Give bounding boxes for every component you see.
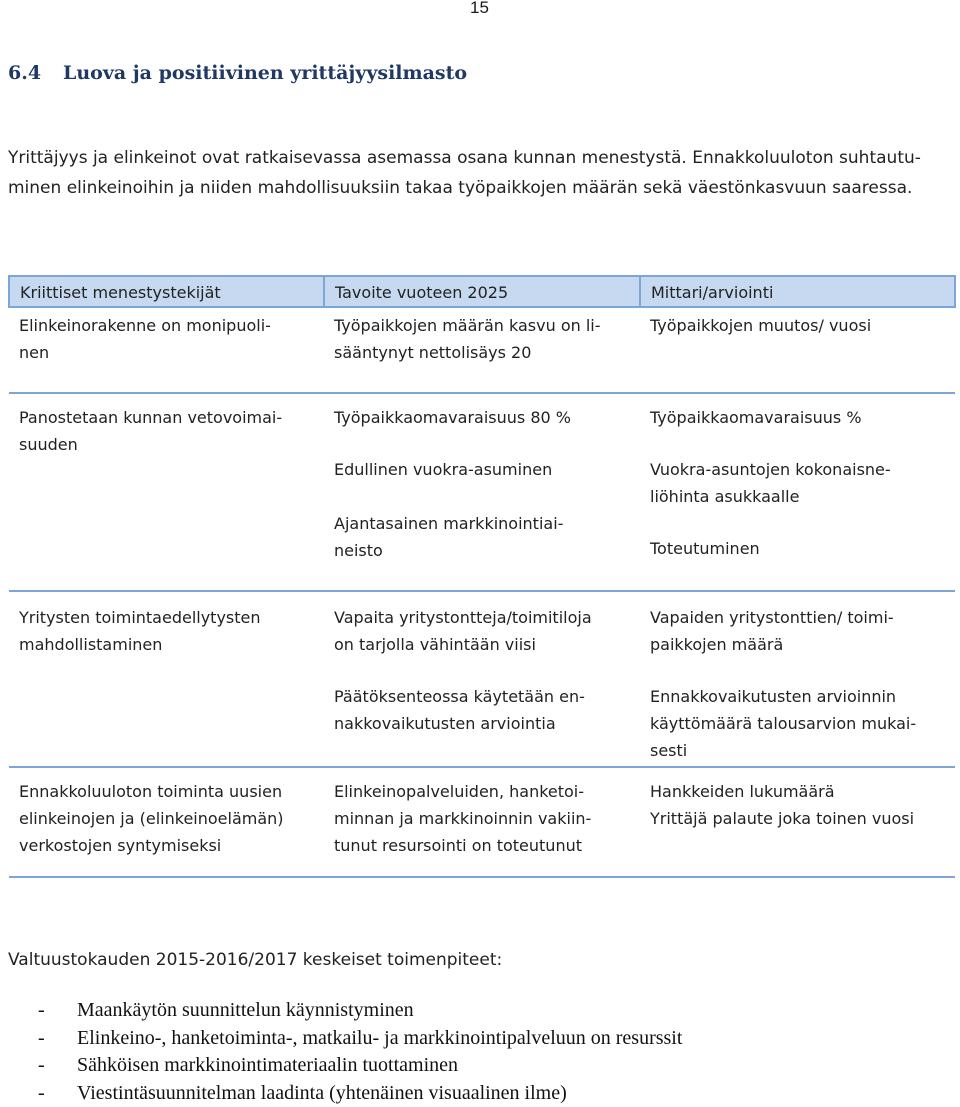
action-text: Elinkeino-, hanketoiminta-, matkailu- ja markkinointipalveluun on resurssit xyxy=(77,1027,682,1049)
table-row xyxy=(9,767,955,877)
metric-cell xyxy=(640,767,955,877)
dash-bullet: - xyxy=(8,997,77,1025)
table-row xyxy=(9,307,955,393)
page-number: 15 xyxy=(470,0,489,18)
section-heading xyxy=(8,62,467,84)
header-goal-2025: Tavoite vuoteen 2025 xyxy=(324,276,640,307)
intro-line: minen elinkeinoihin ja niiden mahdollisuuksiin takaa työpaikkojen määrän sekä väestönkasvuun saaressa. xyxy=(8,178,912,198)
goal-cell xyxy=(324,393,640,591)
metric-text: Toteutuminen xyxy=(650,535,945,562)
action-text: Sähköisen markkinointimateriaalin tuottaminen xyxy=(77,1054,458,1076)
factor-text: Ennakkoluuloton toiminta uusien elinkeinojen ja (elinkeinoelämän) verkostojen syntymiseksi xyxy=(19,778,314,859)
table-header-row xyxy=(9,276,955,307)
metric-text: Ennakkovaikutusten arvioinnin käyttömäärä talousarvion mukai- sesti xyxy=(650,683,945,764)
metric-text: Työpaikkaomavaraisuus % xyxy=(650,404,945,431)
metric-text: Vapaiden yritystonttien/ toimi- paikkojen määrä xyxy=(650,604,945,658)
intro-line: Yrittäjyys ja elinkeinot ovat ratkaisevassa asemassa osana kunnan menestystä. Ennakkoluuloton suhtautu- xyxy=(8,148,921,168)
goal-text: Työpaikkaomavaraisuus 80 % xyxy=(334,404,630,431)
factor-text: Yritysten toimintaedellytysten mahdollistaminen xyxy=(19,604,314,658)
goal-text: Työpaikkojen määrän kasvu on li- sääntynyt nettolisäys 20 xyxy=(334,312,630,366)
goal-text: Edullinen vuokra-asuminen xyxy=(334,456,630,483)
header-metric: Mittari/arviointi xyxy=(640,276,955,307)
list-item xyxy=(8,1052,682,1080)
section-number: 6.4 xyxy=(8,62,63,84)
metric-text: Hankkeiden lukumäärä Yrittäjä palaute joka toinen vuosi xyxy=(650,778,945,832)
dash-bullet: - xyxy=(8,1080,77,1107)
section-title: Luova ja positiivinen yrittäjyysilmasto xyxy=(63,62,467,84)
metric-text: Työpaikkojen muutos/ vuosi xyxy=(650,312,945,339)
metric-cell xyxy=(640,591,955,767)
factor-text: Elinkeinorakenne on monipuoli- nen xyxy=(19,312,314,366)
metric-cell xyxy=(640,393,955,591)
intro-paragraph xyxy=(8,143,953,203)
action-text: Maankäytön suunnittelun käynnistyminen xyxy=(77,999,414,1021)
header-critical-factors: Kriittiset menestystekijät xyxy=(9,276,324,307)
actions-heading: Valtuustokauden 2015-2016/2017 keskeiset toimenpiteet: xyxy=(8,950,502,970)
action-text: Viestintäsuunnitelman laadinta (yhtenäinen visuaalinen ilme) xyxy=(77,1082,567,1104)
factor-text: Panostetaan kunnan vetovoimai- suuden xyxy=(19,404,314,458)
success-factors-table xyxy=(8,275,956,878)
goal-text: Päätöksenteossa käytetään en- nakkovaikutusten arviointia xyxy=(334,683,630,737)
list-item xyxy=(8,997,682,1025)
factor-cell xyxy=(9,307,324,393)
dash-bullet: - xyxy=(8,1025,77,1053)
goal-text: Elinkeinopalveluiden, hanketoi- minnan ja markkinoinnin vakiin- tunut resursointi on toteutunut xyxy=(334,778,630,859)
goal-cell xyxy=(324,767,640,877)
table-row xyxy=(9,393,955,591)
metric-cell xyxy=(640,307,955,393)
goal-cell xyxy=(324,307,640,393)
factor-cell xyxy=(9,767,324,877)
goal-text: Vapaita yritystontteja/toimitiloja on tarjolla vähintään viisi xyxy=(334,604,630,658)
list-item xyxy=(8,1025,682,1053)
table-row xyxy=(9,591,955,767)
factor-cell xyxy=(9,393,324,591)
list-item xyxy=(8,1080,682,1107)
actions-list xyxy=(8,997,682,1107)
dash-bullet: - xyxy=(8,1052,77,1080)
goal-text: Ajantasainen markkinointiai- neisto xyxy=(334,510,630,564)
goal-cell xyxy=(324,591,640,767)
metric-text: Vuokra-asuntojen kokonaisne- liöhinta asukkaalle xyxy=(650,456,945,510)
factor-cell xyxy=(9,591,324,767)
